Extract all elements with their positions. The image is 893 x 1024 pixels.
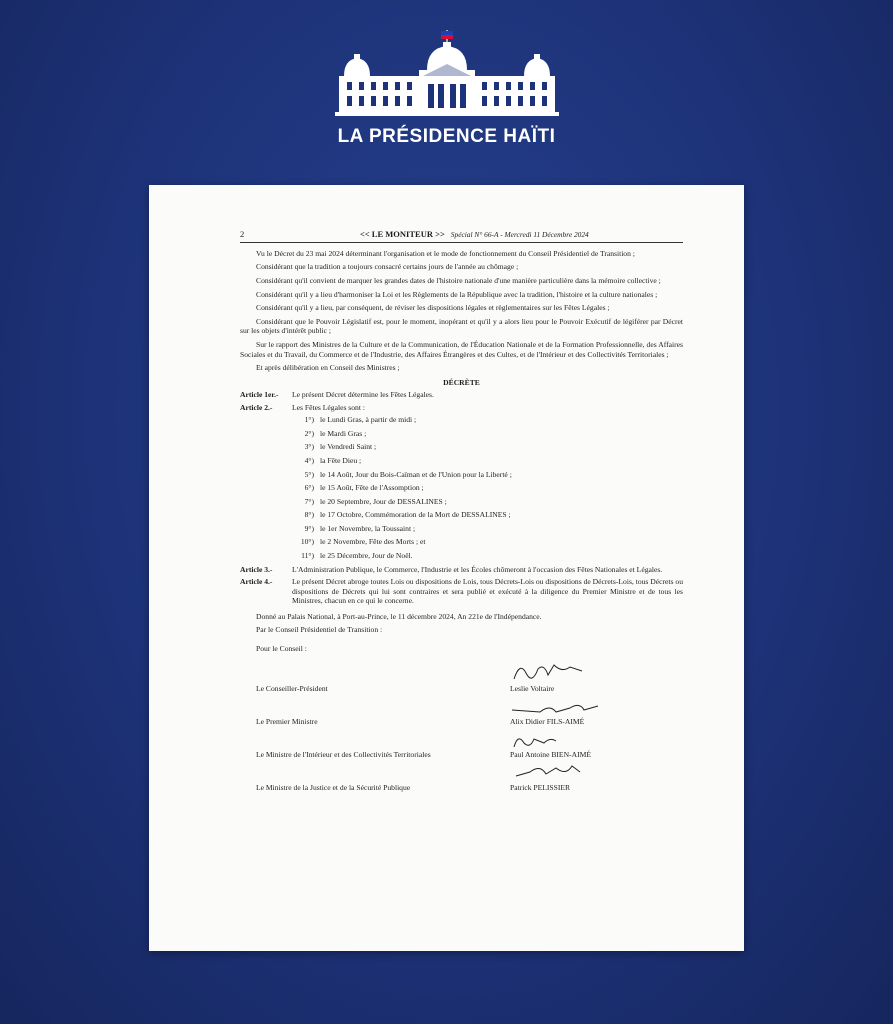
journal-title: << LE MONITEUR >> <box>360 229 445 239</box>
list-item <box>292 442 683 451</box>
decrete-heading: DÉCRÈTE <box>443 377 480 387</box>
fete-text: la Fête Dieu ; <box>320 455 362 465</box>
fete-text: le 25 Décembre, Jour de Noël. <box>320 551 413 561</box>
presidence-logo <box>0 28 893 148</box>
list-item <box>292 524 683 533</box>
preamble-deliberation: Et après délibération en Conseil des Ministres ; <box>256 363 400 373</box>
signatory-name: Paul Antoine BIEN-AIMÉ <box>510 749 591 759</box>
preamble-considerant-1: Considérant que la tradition a toujours consacré certains jours de l'année au chômage ; <box>256 262 519 272</box>
preamble-considerant-2: Considérant qu'il convient de marquer les grandes dates de l'histoire nationale d'une manière particulière dans la mémoire collective ; <box>256 275 661 285</box>
fete-text: le 14 Août, Jour du Bois-Caïman et de l'Union pour la Liberté ; <box>320 469 512 479</box>
signatory-name: Leslie Voltaire <box>510 683 555 693</box>
fete-number: 6°) <box>304 483 314 493</box>
preamble-vu: Vu le Décret du 23 mai 2024 déterminant l'organisation et le mode de fonctionnement du Conseil Présidentiel de Transition ; <box>256 248 635 258</box>
article-label: Article 1er.- <box>240 390 279 400</box>
pour-le-conseil: Pour le Conseil : <box>256 643 307 653</box>
signatory-role: Le Ministre de l'Intérieur et des Collectivités Territoriales <box>256 749 431 759</box>
fete-text: le 1er Novembre, la Toussaint ; <box>320 523 416 533</box>
fete-number: 8°) <box>304 510 314 520</box>
article-label: Article 3.- <box>240 564 273 574</box>
fete-number: 10°) <box>300 537 314 547</box>
fete-text: le Vendredi Saint ; <box>320 442 377 452</box>
palace-icon <box>327 28 567 120</box>
list-item <box>292 429 683 438</box>
list-item <box>292 483 683 492</box>
list-item <box>292 497 683 506</box>
list-item <box>292 551 683 560</box>
signature-scribble <box>510 731 570 751</box>
signatory-name: Patrick PELISSIER <box>510 782 571 792</box>
list-item <box>292 456 683 465</box>
brand-name: LA PRÉSIDENCE HAÏTI <box>337 126 556 147</box>
list-item <box>292 415 683 424</box>
donne-au-palais: Donné au Palais National, à Port-au-Prince, le 11 décembre 2024, An 221e de l'Indépendance. <box>256 611 542 621</box>
signatory-role: Le Ministre de la Justice et de la Sécurité Publique <box>256 782 411 792</box>
article-label: Article 2.- <box>240 402 273 412</box>
issue-info: Spécial N° 66-A - Mercredi 11 Décembre 2024 <box>450 230 589 240</box>
preamble-considerant-4: Considérant qu'il y a lieu, par conséquent, de réviser les dispositions légales et règlementaires sur les Fêtes Légales ; <box>256 303 610 313</box>
article-1 <box>240 390 683 399</box>
fete-number: 9°) <box>304 523 314 533</box>
article-text: Les Fêtes Légales sont : <box>292 402 365 412</box>
moniteur-page <box>149 185 744 951</box>
page-content <box>240 229 683 796</box>
fete-text: le Lundi Gras, à partir de midi ; <box>320 415 417 425</box>
signatory-role: Le Conseiller-Président <box>256 683 328 693</box>
fete-text: le 17 Octobre, Commémoration de la Mort de DESSALINES ; <box>320 510 511 520</box>
page-number: 2 <box>240 229 245 239</box>
signature-row <box>240 657 683 697</box>
signature-scribble <box>510 762 590 784</box>
fete-number: 7°) <box>304 496 314 506</box>
preamble-rapport: Sur le rapport des Ministres de la Culture et de la Communication, de l'Éducation Nationale et de la Formation Professionnelle, des Affaires Sociales et du Travail, du Commerce et de l'Industrie, des Affaires Étrangères et des Cultes, et de l'Intérieur et des Collectivités Territoriales ; <box>240 340 683 359</box>
preamble-considerant-5: Considérant que le Pouvoir Législatif est, pour le moment, inopérant et qu'il y a alors lieu pour le Pouvoir Exécutif de légiférer par Décret sur les objets d'intérêt public ; <box>240 316 683 336</box>
signatory-role: Le Premier Ministre <box>256 716 318 726</box>
signature-row <box>240 697 683 730</box>
list-item <box>292 510 683 519</box>
list-item <box>292 470 683 479</box>
fete-number: 2°) <box>304 428 314 438</box>
article-text: Le présent Décret détermine les Fêtes Légales. <box>292 390 434 400</box>
fete-text: le Mardi Gras ; <box>320 428 367 438</box>
page-header <box>240 229 683 243</box>
fete-number: 11°) <box>301 551 314 561</box>
preamble-considerant-3: Considérant qu'il y a lieu d'harmoniser la Loi et les Règlements de la République avec la tradition, l'histoire et la culture nationales ; <box>256 289 658 299</box>
signature-row <box>240 763 683 796</box>
article-4 <box>240 577 683 605</box>
fete-text: le 15 Août, Fête de l'Assomption ; <box>320 483 424 493</box>
article-label: Article 4.- <box>240 577 273 587</box>
fete-text: le 20 Septembre, Jour de DESSALINES ; <box>320 496 447 506</box>
list-item <box>292 537 683 546</box>
fete-number: 3°) <box>304 442 314 452</box>
signature-row <box>240 730 683 763</box>
signature-scribble <box>510 659 590 685</box>
signature-scribble <box>510 700 600 718</box>
fete-number: 5°) <box>304 469 314 479</box>
fete-text: le 2 Novembre, Fête des Morts ; et <box>320 537 426 547</box>
par-le-conseil: Par le Conseil Présidentiel de Transition : <box>256 625 383 635</box>
fete-number: 4°) <box>304 455 314 465</box>
article-3 <box>240 565 683 574</box>
fete-number: 1°) <box>304 415 314 425</box>
fetes-list <box>292 415 683 560</box>
article-2 <box>240 403 683 412</box>
article-text: Le présent Décret abroge toutes Lois ou dispositions de Lois, tous Décrets-Lois ou dispositions de Décrets-Lois, tous Décrets ou dispositions de Décrets qui lui sont contraires et sera publié et exécuté à la diligence du Premier Ministre et de tous les Ministres, chacun en ce qui le concerne. <box>292 577 683 606</box>
article-text: L'Administration Publique, le Commerce, l'Industrie et les Écoles chômeront à l'occasion des Fêtes Nationales et Légales. <box>292 564 663 574</box>
signatory-name: Alix Didier FILS-AIMÉ <box>510 716 585 726</box>
